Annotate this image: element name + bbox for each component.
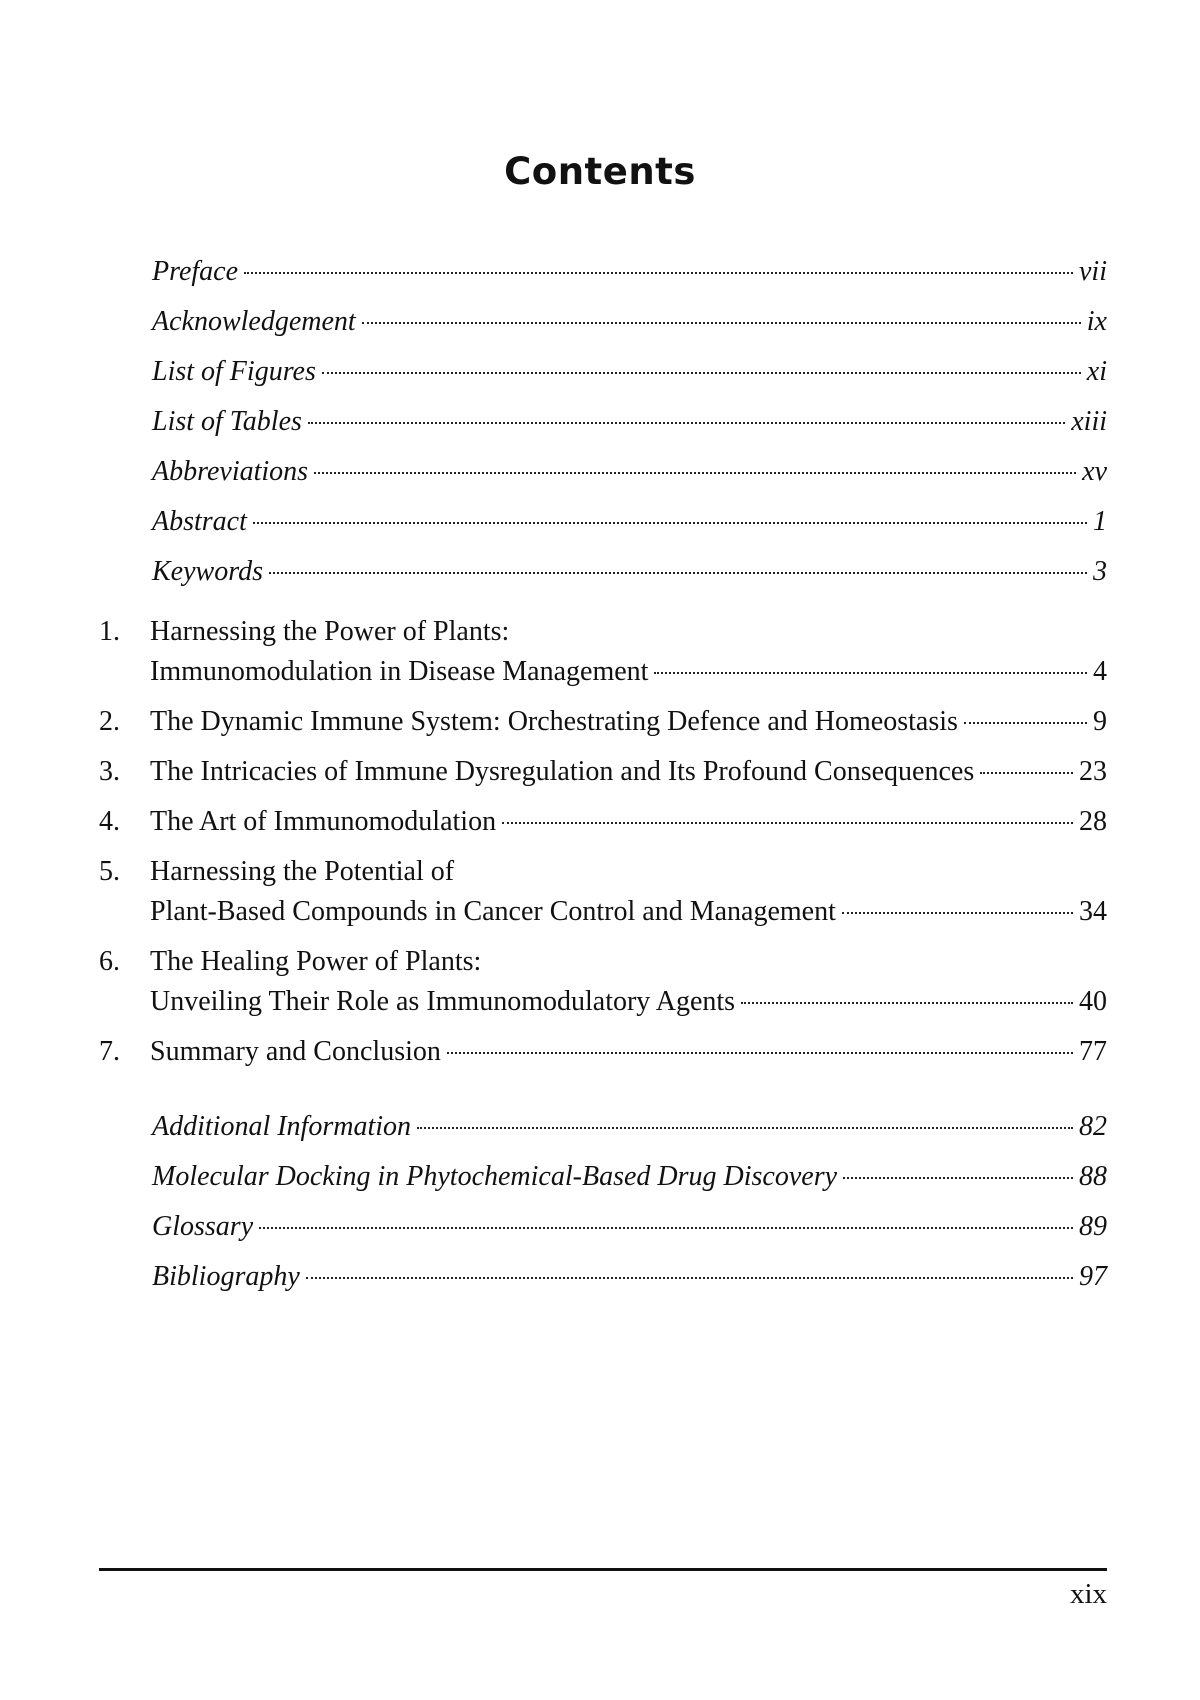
entry-label: Glossary — [152, 1211, 254, 1242]
entry-page-number: 82 — [1079, 1111, 1107, 1142]
chapter-page-number: 34 — [1079, 896, 1107, 927]
dot-leader — [964, 722, 1087, 724]
toc-entry-acknowledgement[interactable] — [152, 297, 1107, 347]
entry-label: Keywords — [152, 556, 263, 587]
entry-label: Abstract — [152, 506, 247, 537]
chapter-number: 5. — [99, 856, 120, 887]
chapter-title: Summary and Conclusion — [150, 1036, 441, 1067]
entry-page-number: 88 — [1079, 1161, 1107, 1192]
chapter-number: 7. — [99, 1036, 120, 1067]
entry-page-number: ix — [1086, 306, 1107, 337]
dot-leader — [842, 912, 1073, 914]
dot-leader — [322, 372, 1081, 374]
dot-leader — [741, 1002, 1073, 1004]
toc-entry-bibliography[interactable] — [152, 1252, 1107, 1302]
entry-page-number: xv — [1082, 456, 1107, 487]
toc-entry-molecular-docking[interactable] — [152, 1152, 1107, 1202]
dot-leader — [308, 422, 1065, 424]
dot-leader — [843, 1177, 1073, 1179]
chapter-list — [99, 612, 1107, 1082]
toc-chapter-4[interactable] — [99, 802, 1107, 842]
chapter-page-number: 23 — [1079, 756, 1107, 787]
chapter-number: 3. — [99, 756, 120, 787]
front-matter-list — [152, 247, 1107, 597]
dot-leader — [980, 772, 1073, 774]
dot-leader — [253, 522, 1087, 524]
toc-chapter-1[interactable] — [99, 612, 1107, 692]
dot-leader — [654, 672, 1087, 674]
chapter-title: The Dynamic Immune System: Orchestrating Defence and Homeostasis — [150, 706, 958, 737]
entry-label: Preface — [152, 256, 239, 287]
toc-entry-list-of-tables[interactable] — [152, 397, 1107, 447]
chapter-page-number: 28 — [1079, 806, 1107, 837]
chapter-number: 2. — [99, 706, 120, 737]
toc-chapter-7[interactable] — [99, 1032, 1107, 1072]
entry-page-number: xiii — [1071, 406, 1107, 437]
dot-leader — [362, 322, 1081, 324]
toc-chapter-2[interactable] — [99, 702, 1107, 742]
page-folio: xix — [1069, 1578, 1107, 1610]
dot-leader — [502, 822, 1073, 824]
chapter-number: 6. — [99, 946, 120, 977]
back-matter-list — [152, 1102, 1107, 1302]
chapter-page-number: 4 — [1093, 656, 1107, 687]
chapter-title-line: Harnessing the Power of Plants: — [150, 616, 510, 647]
entry-page-number: vii — [1079, 256, 1107, 287]
entry-label: List of Tables — [152, 406, 302, 437]
toc-chapter-3[interactable] — [99, 752, 1107, 792]
dot-leader — [259, 1227, 1073, 1229]
chapter-title: Plant-Based Compounds in Cancer Control and Management — [150, 896, 836, 927]
chapter-number: 1. — [99, 616, 120, 647]
chapter-number: 4. — [99, 806, 120, 837]
chapter-title: Immunomodulation in Disease Management — [150, 656, 649, 687]
dot-leader — [244, 272, 1073, 274]
entry-label: Molecular Docking in Phytochemical-Based Drug Discovery — [152, 1161, 838, 1192]
dot-leader — [269, 572, 1087, 574]
page-title: Contents — [504, 150, 696, 193]
chapter-page-number: 9 — [1093, 706, 1107, 737]
dot-leader — [447, 1052, 1073, 1054]
entry-label: Acknowledgement — [152, 306, 356, 337]
toc-chapter-6[interactable] — [99, 942, 1107, 1022]
entry-page-number: 3 — [1093, 556, 1107, 587]
toc-entry-list-of-figures[interactable] — [152, 347, 1107, 397]
entry-page-number: xi — [1086, 356, 1107, 387]
dot-leader — [306, 1277, 1073, 1279]
chapter-page-number: 40 — [1079, 986, 1107, 1017]
entry-label: List of Figures — [152, 356, 316, 387]
entry-page-number: 89 — [1079, 1211, 1107, 1242]
toc-entry-keywords[interactable] — [152, 547, 1107, 597]
dot-leader — [417, 1127, 1073, 1129]
toc-entry-glossary[interactable] — [152, 1202, 1107, 1252]
chapter-title: The Art of Immunomodulation — [150, 806, 497, 837]
entry-page-number: 1 — [1093, 506, 1107, 537]
chapter-title: The Intricacies of Immune Dysregulation and Its Profound Consequences — [150, 756, 975, 787]
toc-entry-abbreviations[interactable] — [152, 447, 1107, 497]
footer-rule — [99, 1568, 1107, 1571]
chapter-title: Unveiling Their Role as Immunomodulatory Agents — [150, 986, 736, 1017]
chapter-title-line: The Healing Power of Plants: — [150, 946, 482, 977]
toc-entry-additional-information[interactable] — [152, 1102, 1107, 1152]
entry-label: Abbreviations — [152, 456, 309, 487]
dot-leader — [314, 472, 1076, 474]
chapter-title-line: Harnessing the Potential of — [150, 856, 455, 887]
toc-chapter-5[interactable] — [99, 852, 1107, 932]
entry-label: Additional Information — [152, 1111, 411, 1142]
chapter-page-number: 77 — [1079, 1036, 1107, 1067]
entry-page-number: 97 — [1079, 1261, 1107, 1292]
entry-label: Bibliography — [152, 1261, 300, 1292]
toc-entry-abstract[interactable] — [152, 497, 1107, 547]
toc-entry-preface[interactable] — [152, 247, 1107, 297]
